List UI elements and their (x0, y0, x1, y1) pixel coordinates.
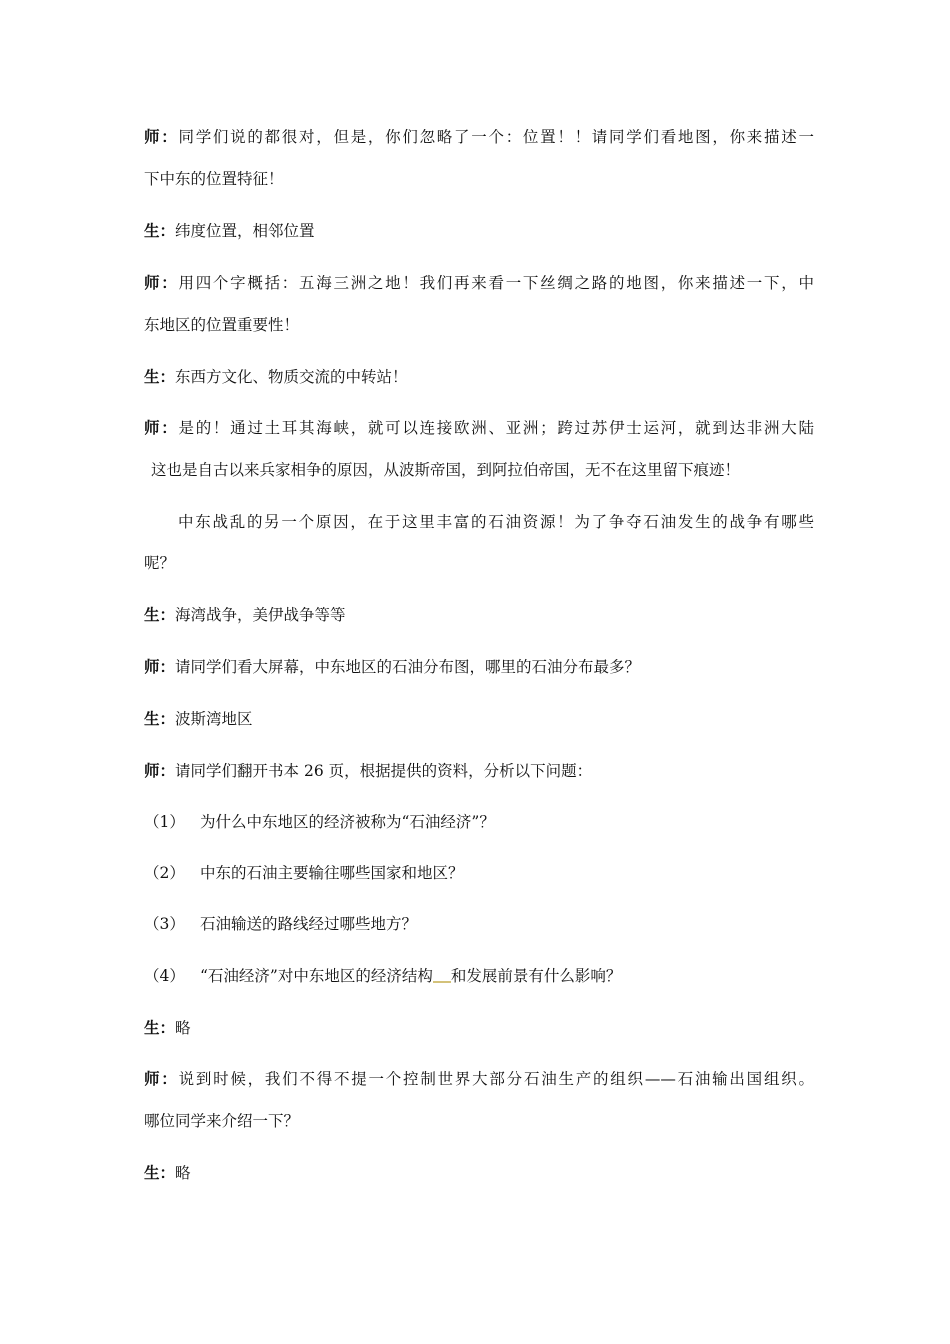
student-line (144, 1018, 814, 1038)
line-text: 海湾战争，美伊战争等等 (175, 606, 346, 624)
question-number: （3） (144, 915, 185, 933)
speaker-label: 师： (144, 761, 176, 780)
speaker-label: 生： (144, 709, 176, 728)
line-text: 中东战乱的另一个原因，在于这里丰富的石油资源！为了争夺石油发生的战争有哪些 (178, 513, 814, 531)
continuation-line (144, 315, 814, 335)
continuation-line (144, 1111, 814, 1131)
line-text: 东西方文化、物质交流的中转站！ (175, 368, 408, 386)
teacher-line-3 (144, 418, 814, 438)
line-text: 哪位同学来介绍一下？ (144, 1112, 300, 1130)
question-number: （2） (144, 864, 185, 882)
question-item (144, 914, 814, 934)
teacher-line-2 (144, 273, 814, 293)
question-text-continued: 和发展前景有什么影响？ (450, 967, 622, 985)
question-text: 石油输送的路线经过哪些地方？ (200, 915, 418, 933)
line-text: 呢？ (144, 554, 176, 572)
question-item (144, 812, 814, 832)
continuation-line (144, 169, 814, 189)
teacher-line-6 (144, 1069, 814, 1089)
student-line (144, 709, 814, 729)
line-text: 略 (175, 1164, 191, 1182)
line-text: 东地区的位置重要性！ (144, 316, 300, 334)
speaker-label: 生： (144, 1163, 176, 1182)
line-text: 这也是自古以来兵家相争的原因，从波斯帝国，到阿拉伯帝国，无不在这里留下痕迹！ (151, 461, 741, 479)
speaker-label: 生： (144, 367, 176, 386)
speaker-label: 师： (144, 127, 179, 146)
paragraph-line (178, 512, 814, 532)
speaker-label: 师： (144, 273, 179, 292)
line-text: 同学们说的都很对，但是，你们忽略了一个：位置！！请同学们看地图，你来描述一 (178, 128, 814, 146)
speaker-label: 师： (144, 418, 179, 437)
student-line (144, 221, 814, 241)
question-text: 为什么中东地区的经济被称为“石油经济”？ (200, 813, 495, 831)
line-text: 略 (175, 1019, 191, 1037)
student-line (144, 367, 814, 387)
line-text: 纬度位置，相邻位置 (175, 222, 315, 240)
teacher-line-5 (144, 761, 814, 781)
teacher-line-4 (144, 657, 814, 677)
teacher-line-1 (144, 127, 814, 147)
line-text: 请同学们看大屏幕，中东地区的石油分布图，哪里的石油分布最多？ (175, 658, 641, 676)
line-text: 请同学们翻开书本 26 页，根据提供的资料，分析以下问题： (175, 762, 593, 780)
speaker-label: 生： (144, 605, 176, 624)
continuation-line (151, 460, 815, 480)
question-item (144, 966, 814, 986)
speaker-label: 生： (144, 1018, 176, 1037)
student-line (144, 1163, 814, 1183)
question-text: 中东的石油主要输往哪些国家和地区？ (200, 864, 464, 882)
line-text: 说到时候，我们不得不提一个控制世界大部分石油生产的组织——石油输出国组织。 (178, 1070, 814, 1088)
continuation-line (144, 553, 814, 573)
line-text: 下中东的位置特征！ (144, 170, 284, 188)
student-line (144, 605, 814, 625)
question-item (144, 863, 814, 883)
question-text: “石油经济”对中东地区的经济结构 (200, 967, 433, 985)
question-number: （1） (144, 813, 185, 831)
highlight-mark (433, 967, 451, 983)
question-number: （4） (144, 967, 185, 985)
line-text: 用四个字概括：五海三洲之地！我们再来看一下丝绸之路的地图，你来描述一下，中 (178, 274, 814, 292)
line-text: 是的！通过土耳其海峡，就可以连接欧洲、亚洲；跨过苏伊士运河，就到达非洲大陆 (178, 419, 814, 437)
speaker-label: 生： (144, 221, 176, 240)
speaker-label: 师： (144, 1069, 179, 1088)
speaker-label: 师： (144, 657, 176, 676)
line-text: 波斯湾地区 (175, 710, 253, 728)
